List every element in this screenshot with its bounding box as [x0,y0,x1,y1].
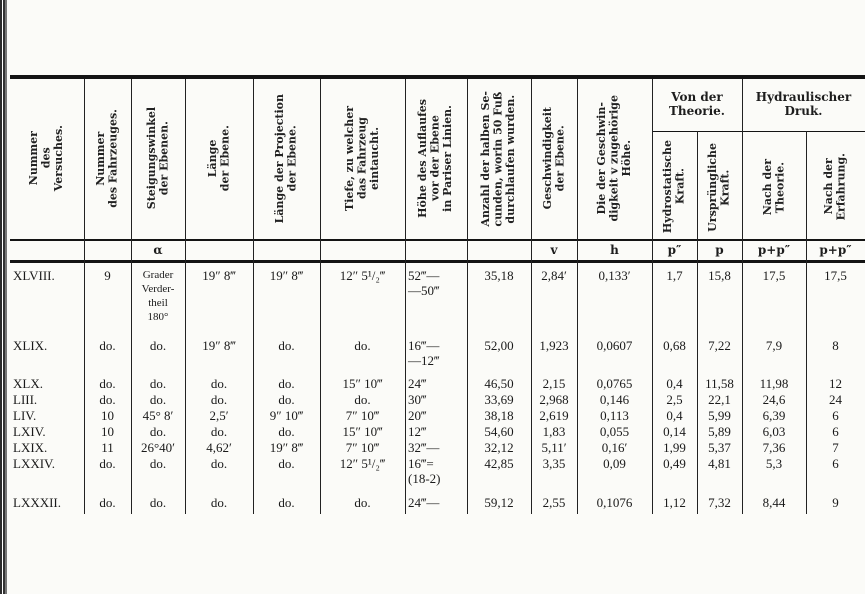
cell-hoehe: 16‴— —12‴ [408,338,440,368]
header-urspr [697,135,742,239]
cell-theorie: 17,5 [762,268,786,283]
cell-winkel: do. [149,495,167,510]
cell-erfahrung: 6 [832,408,839,423]
cell-winkel: do. [149,338,167,353]
header-hydro [652,135,697,239]
cell-theorie: 6,03 [762,424,786,439]
cell-hoehe: 16‴= (18-2) [408,456,441,486]
header-sekunden [467,78,531,239]
cell-versuch: LXIX. [13,440,48,455]
cell-hoehe: 52‴— —50‴ [408,268,440,298]
cell-tiefe: 12″ 5¹/₂‴ [339,268,386,283]
cell-erfahrung: 6 [832,424,839,439]
cell-projection: 19″ 8‴ [269,440,304,455]
cell-hydro: 0,49 [663,456,686,471]
header-winkel [131,78,185,239]
cell-hydro: 0,68 [663,338,686,353]
cell-laenge: do. [210,456,228,471]
cell-urspr: 11,58 [705,376,734,391]
cell-erfahrung: 7 [832,440,839,455]
cell-projection: do. [278,376,295,391]
cell-tiefe: 7″ 10‴ [345,440,380,455]
header-geschw [531,78,577,239]
cell-winkel: do. [149,424,167,439]
cell-tiefe: 15″ 10‴ [342,424,383,439]
cell-geschw: 2,619 [539,408,569,423]
header-projection [253,78,320,239]
cell-hydro: 1,12 [663,495,686,510]
header-text-versuch: Nummer des Versuches. [27,125,66,192]
header-text-hoeheg: Die der Geschwin- digkeit v zugehörige Höhe. [594,95,633,222]
cell-theorie: 5,3 [765,456,783,471]
cell-sekunden: 38,18 [484,408,514,423]
cell-tiefe: do. [354,495,371,510]
cell-urspr: 5,37 [708,440,731,455]
cell-winkel: 26°40′ [140,440,176,455]
cell-sekunden: 32,12 [484,440,514,455]
cell-hoeheg: 0,0607 [596,338,633,353]
symbol-hoeheg: h [610,243,619,257]
cell-winkel: do. [149,376,167,391]
symbol-geschw: v [550,243,558,257]
header-text-sekunden: Anzahl der halben Se- cunden, worin 50 Fuß durchlaufen wurden. [479,90,518,227]
cell-laenge: do. [210,495,228,510]
cell-sekunden: 42,85 [484,456,514,471]
cell-hoeheg: 0,16′ [601,440,628,455]
cell-geschw: 1,923 [539,338,569,353]
symbol-row-rule [10,260,865,263]
group-rule-hydraulisch [742,131,865,132]
cell-winkel: Grader Verder- theil 180° [141,269,175,323]
cell-hydro: 0,4 [666,376,683,391]
cell-theorie: 7,36 [762,440,786,455]
cell-theorie: 11,98 [759,376,789,391]
cell-erfahrung: 24 [829,392,842,407]
cell-sekunden: 46,50 [484,376,514,391]
cell-laenge: 2,5′ [209,408,229,423]
cell-hoeheg: 0,133′ [598,268,631,283]
header-laenge [185,78,253,239]
cell-projection: 9″ 10‴ [269,408,304,423]
group-label-vonder: Von der Theorie. [669,90,725,118]
cell-hydro: 0,14 [663,424,686,439]
cell-hoeheg: 0,1076 [596,495,633,510]
cell-laenge: do. [210,376,228,391]
cell-fahrzeug: 11 [101,440,114,455]
cell-versuch: LIII. [13,392,38,407]
header-text-hydro: Hydrostatische Kraft. [661,140,687,234]
symbol-erfahrung: p+p″ [819,243,852,257]
cell-erfahrung: 12 [829,376,842,391]
cell-versuch: LIV. [13,408,37,423]
header-hoehe [405,78,467,239]
header-text-erfahrung: Nach der Erfahrung. [822,153,848,221]
cell-fahrzeug: 10 [101,424,114,439]
cell-sekunden: 59,12 [484,495,514,510]
cell-geschw: 5,11′ [541,440,567,455]
header-text-urspr: Ursprüngliche Kraft. [706,142,732,232]
cell-hydro: 2,5 [666,392,683,407]
cell-urspr: 5,99 [708,408,731,423]
cell-erfahrung: 17,5 [824,268,847,283]
cell-hoeheg: 0,146 [599,392,630,407]
cell-projection: do. [278,338,295,353]
group-label-hydraulisch: Hydraulischer Druk. [755,90,852,118]
cell-sekunden: 54,60 [484,424,514,439]
cell-laenge: 19″ 8‴ [202,268,236,283]
header-tiefe [320,78,405,239]
cell-urspr: 5,89 [708,424,731,439]
cell-erfahrung: 9 [832,495,839,510]
cell-sekunden: 52,00 [484,338,514,353]
cell-theorie: 6,39 [762,408,786,423]
cell-winkel: do. [149,392,167,407]
cell-projection: do. [278,424,295,439]
symbol-theorie: p+p″ [757,243,791,257]
header-text-hoehe: Höhe des Auflaufes vor der Ebene in Pariser Linien. [416,99,455,218]
header-text-laenge: Länge der Ebene. [205,125,231,192]
cell-tiefe: do. [354,338,371,353]
cell-urspr: 7,22 [708,338,731,353]
cell-hoehe: 20‴ [408,408,427,423]
symbol-winkel: α [153,243,163,257]
header-theorie [742,135,806,239]
cell-laenge: do. [210,392,228,407]
cell-tiefe: 7″ 10‴ [345,408,380,423]
header-text-winkel: Steigungswinkel der Ebenen. [144,107,170,210]
header-text-tiefe: Tiefe, zu welcher das Fahrzeug eintaucht. [342,106,381,211]
cell-winkel: do. [149,456,167,471]
cell-laenge: 19″ 8‴ [202,338,236,353]
cell-versuch: XLVIII. [13,268,55,283]
header-text-fahrzeug: Nummer des Fahrzeuges. [94,109,120,208]
cell-hoehe: 30‴ [408,392,427,407]
cell-projection: do. [278,456,295,471]
header-versuch [10,78,84,239]
cell-projection: do. [278,495,295,510]
cell-versuch: XLIX. [13,338,48,353]
header-erfahrung [806,135,865,239]
cell-projection: do. [278,392,295,407]
cell-tiefe: 12″ 5¹/₂‴ [339,456,386,471]
cell-fahrzeug: do. [99,495,116,510]
cell-laenge: 4,62′ [206,440,232,455]
cell-hoehe: 24‴ [408,376,427,391]
cell-urspr: 4,81 [708,456,731,471]
header-fahrzeug [84,78,131,239]
cell-erfahrung: 8 [832,338,839,353]
cell-fahrzeug: 10 [101,408,114,423]
cell-hoeheg: 0,113 [600,408,629,423]
cell-hoehe: 32‴— [408,440,440,455]
cell-hoehe: 24‴— [408,495,440,510]
cell-fahrzeug: do. [99,392,116,407]
header-hoeheg [577,78,652,239]
cell-hoeheg: 0,0765 [596,376,633,391]
cell-versuch: LXXXII. [13,495,62,510]
cell-geschw: 1,83 [542,424,566,439]
cell-hydro: 0,4 [666,408,683,423]
cell-geschw: 2,55 [542,495,566,510]
cell-versuch: XLX. [13,376,43,391]
cell-urspr: 15,8 [708,268,731,283]
cell-hoehe: 12‴ [408,424,427,439]
cell-sekunden: 35,18 [484,268,514,283]
symbol-urspr: p [715,243,724,257]
cell-fahrzeug: do. [99,338,116,353]
cell-hoeheg: 0,055 [599,424,630,439]
cell-erfahrung: 6 [832,456,839,471]
cell-fahrzeug: do. [99,376,116,391]
cell-geschw: 3,35 [542,456,566,471]
cell-laenge: do. [210,424,228,439]
cell-hoeheg: 0,09 [603,456,626,471]
cell-hydro: 1,99 [663,440,686,455]
cell-winkel: 45° 8′ [142,408,174,423]
cell-versuch: LXXIV. [13,456,56,471]
cell-geschw: 2,15 [542,376,566,391]
cell-versuch: LXIV. [13,424,46,439]
cell-urspr: 7,32 [708,495,731,510]
cell-hydro: 1,7 [666,268,683,283]
header-text-geschw: Geschwindigkeit der Ebene. [540,107,566,210]
header-text-theorie: Nach der Theorie. [760,158,786,216]
cell-fahrzeug: 9 [104,268,111,283]
header-text-projection: Länge der Projection der Ebene. [273,93,299,224]
header-bottom-rule [10,239,865,241]
book-spine-edge [0,0,7,594]
cell-tiefe: 15″ 10‴ [342,376,383,391]
cell-projection: 19″ 8‴ [269,268,304,283]
cell-theorie: 24,6 [762,392,786,407]
cell-sekunden: 33,69 [484,392,514,407]
cell-theorie: 7,9 [765,338,783,353]
symbol-hydro: p″ [667,243,682,257]
cell-theorie: 8,44 [762,495,786,510]
cell-urspr: 22,1 [708,392,731,407]
cell-tiefe: do. [354,392,371,407]
cell-fahrzeug: do. [99,456,116,471]
cell-geschw: 2,84′ [541,268,567,283]
cell-geschw: 2,968 [539,392,569,407]
